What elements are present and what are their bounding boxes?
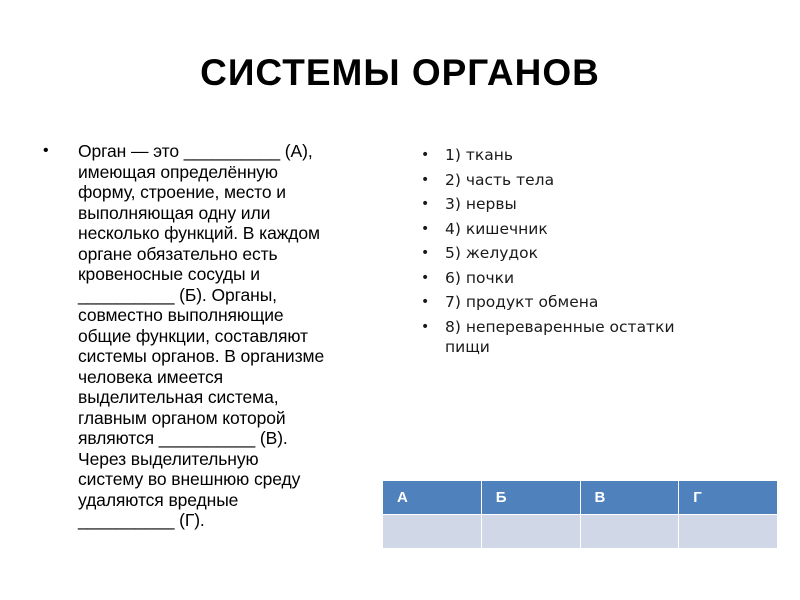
option-item bbox=[421, 170, 781, 190]
paragraph-line: кровеносные сосуды и bbox=[78, 264, 260, 284]
bullet-point: • bbox=[43, 142, 49, 159]
answer-header-v: В bbox=[580, 481, 679, 515]
paragraph-line: систему во внешнюю среду bbox=[78, 469, 301, 489]
paragraph-line: имеющая определённую bbox=[78, 161, 278, 182]
options-list bbox=[421, 145, 781, 361]
bullet-point: • bbox=[421, 147, 430, 163]
option-text: 1) ткань bbox=[445, 146, 513, 164]
option-item bbox=[421, 243, 781, 263]
paragraph-line: выполняющая одну или bbox=[78, 202, 271, 223]
paragraph-line: удаляются вредные bbox=[78, 489, 239, 510]
answer-header-b: Б bbox=[481, 481, 580, 515]
option-text: 6) почки bbox=[445, 268, 515, 287]
paragraph-line: общие функции, составляют bbox=[78, 325, 308, 346]
option-text: 7) продукт обмена bbox=[445, 293, 599, 311]
task-paragraph bbox=[43, 141, 388, 531]
answer-header-a: А bbox=[383, 481, 482, 515]
answer-cell-g[interactable] bbox=[679, 515, 778, 549]
answer-header-g: Г bbox=[679, 481, 778, 515]
option-item bbox=[421, 268, 781, 288]
paragraph-line: __________ (Б). Органы, bbox=[78, 284, 277, 305]
option-item bbox=[421, 317, 781, 357]
option-text: 5) желудок bbox=[445, 244, 538, 262]
option-item bbox=[421, 194, 781, 214]
answer-table-row bbox=[383, 515, 778, 549]
paragraph-line: Через выделительную bbox=[78, 448, 259, 469]
paragraph-line: выделительная система, bbox=[78, 387, 279, 407]
bullet-point: • bbox=[421, 269, 430, 286]
paragraph-line: главным органом которой bbox=[78, 407, 286, 428]
answer-cell-v[interactable] bbox=[580, 515, 679, 549]
paragraph-line: органе обязательно есть bbox=[78, 243, 278, 264]
paragraph-line: Орган — это __________ (А), bbox=[78, 141, 313, 161]
bullet-point: • bbox=[421, 294, 430, 310]
paragraph-line: форму, строение, место и bbox=[78, 182, 286, 202]
option-text: 4) кишечник bbox=[445, 219, 548, 238]
option-text: 8) непереваренные остатки bbox=[445, 317, 675, 336]
paragraph-line: являются __________ (В). bbox=[78, 428, 288, 448]
option-item bbox=[421, 145, 781, 165]
paragraph-line: системы органов. В организме bbox=[78, 346, 325, 366]
bullet-point: • bbox=[421, 171, 430, 188]
option-item bbox=[421, 219, 781, 239]
option-text: 3) нервы bbox=[445, 195, 517, 213]
paragraph-line: совместно выполняющие bbox=[78, 305, 284, 325]
answer-cell-a[interactable] bbox=[383, 515, 482, 549]
option-item bbox=[421, 292, 781, 312]
page-title: СИСТЕМЫ ОРГАНОВ bbox=[200, 52, 600, 93]
bullet-point: • bbox=[421, 245, 430, 261]
answer-table bbox=[382, 480, 778, 549]
bullet-point: • bbox=[421, 196, 430, 212]
bullet-point: • bbox=[421, 220, 430, 237]
option-text-continued: пищи bbox=[445, 337, 490, 356]
paragraph-line: __________ (Г). bbox=[78, 510, 205, 530]
bullet-point: • bbox=[421, 318, 430, 335]
task-text-column bbox=[43, 141, 388, 531]
answer-table-header-row bbox=[383, 481, 778, 515]
paragraph-line: несколько функций. В каждом bbox=[78, 223, 320, 243]
answer-cell-b[interactable] bbox=[481, 515, 580, 549]
paragraph-line: человека имеется bbox=[78, 366, 224, 387]
paragraph-text bbox=[78, 141, 388, 531]
option-text: 2) часть тела bbox=[445, 170, 555, 189]
